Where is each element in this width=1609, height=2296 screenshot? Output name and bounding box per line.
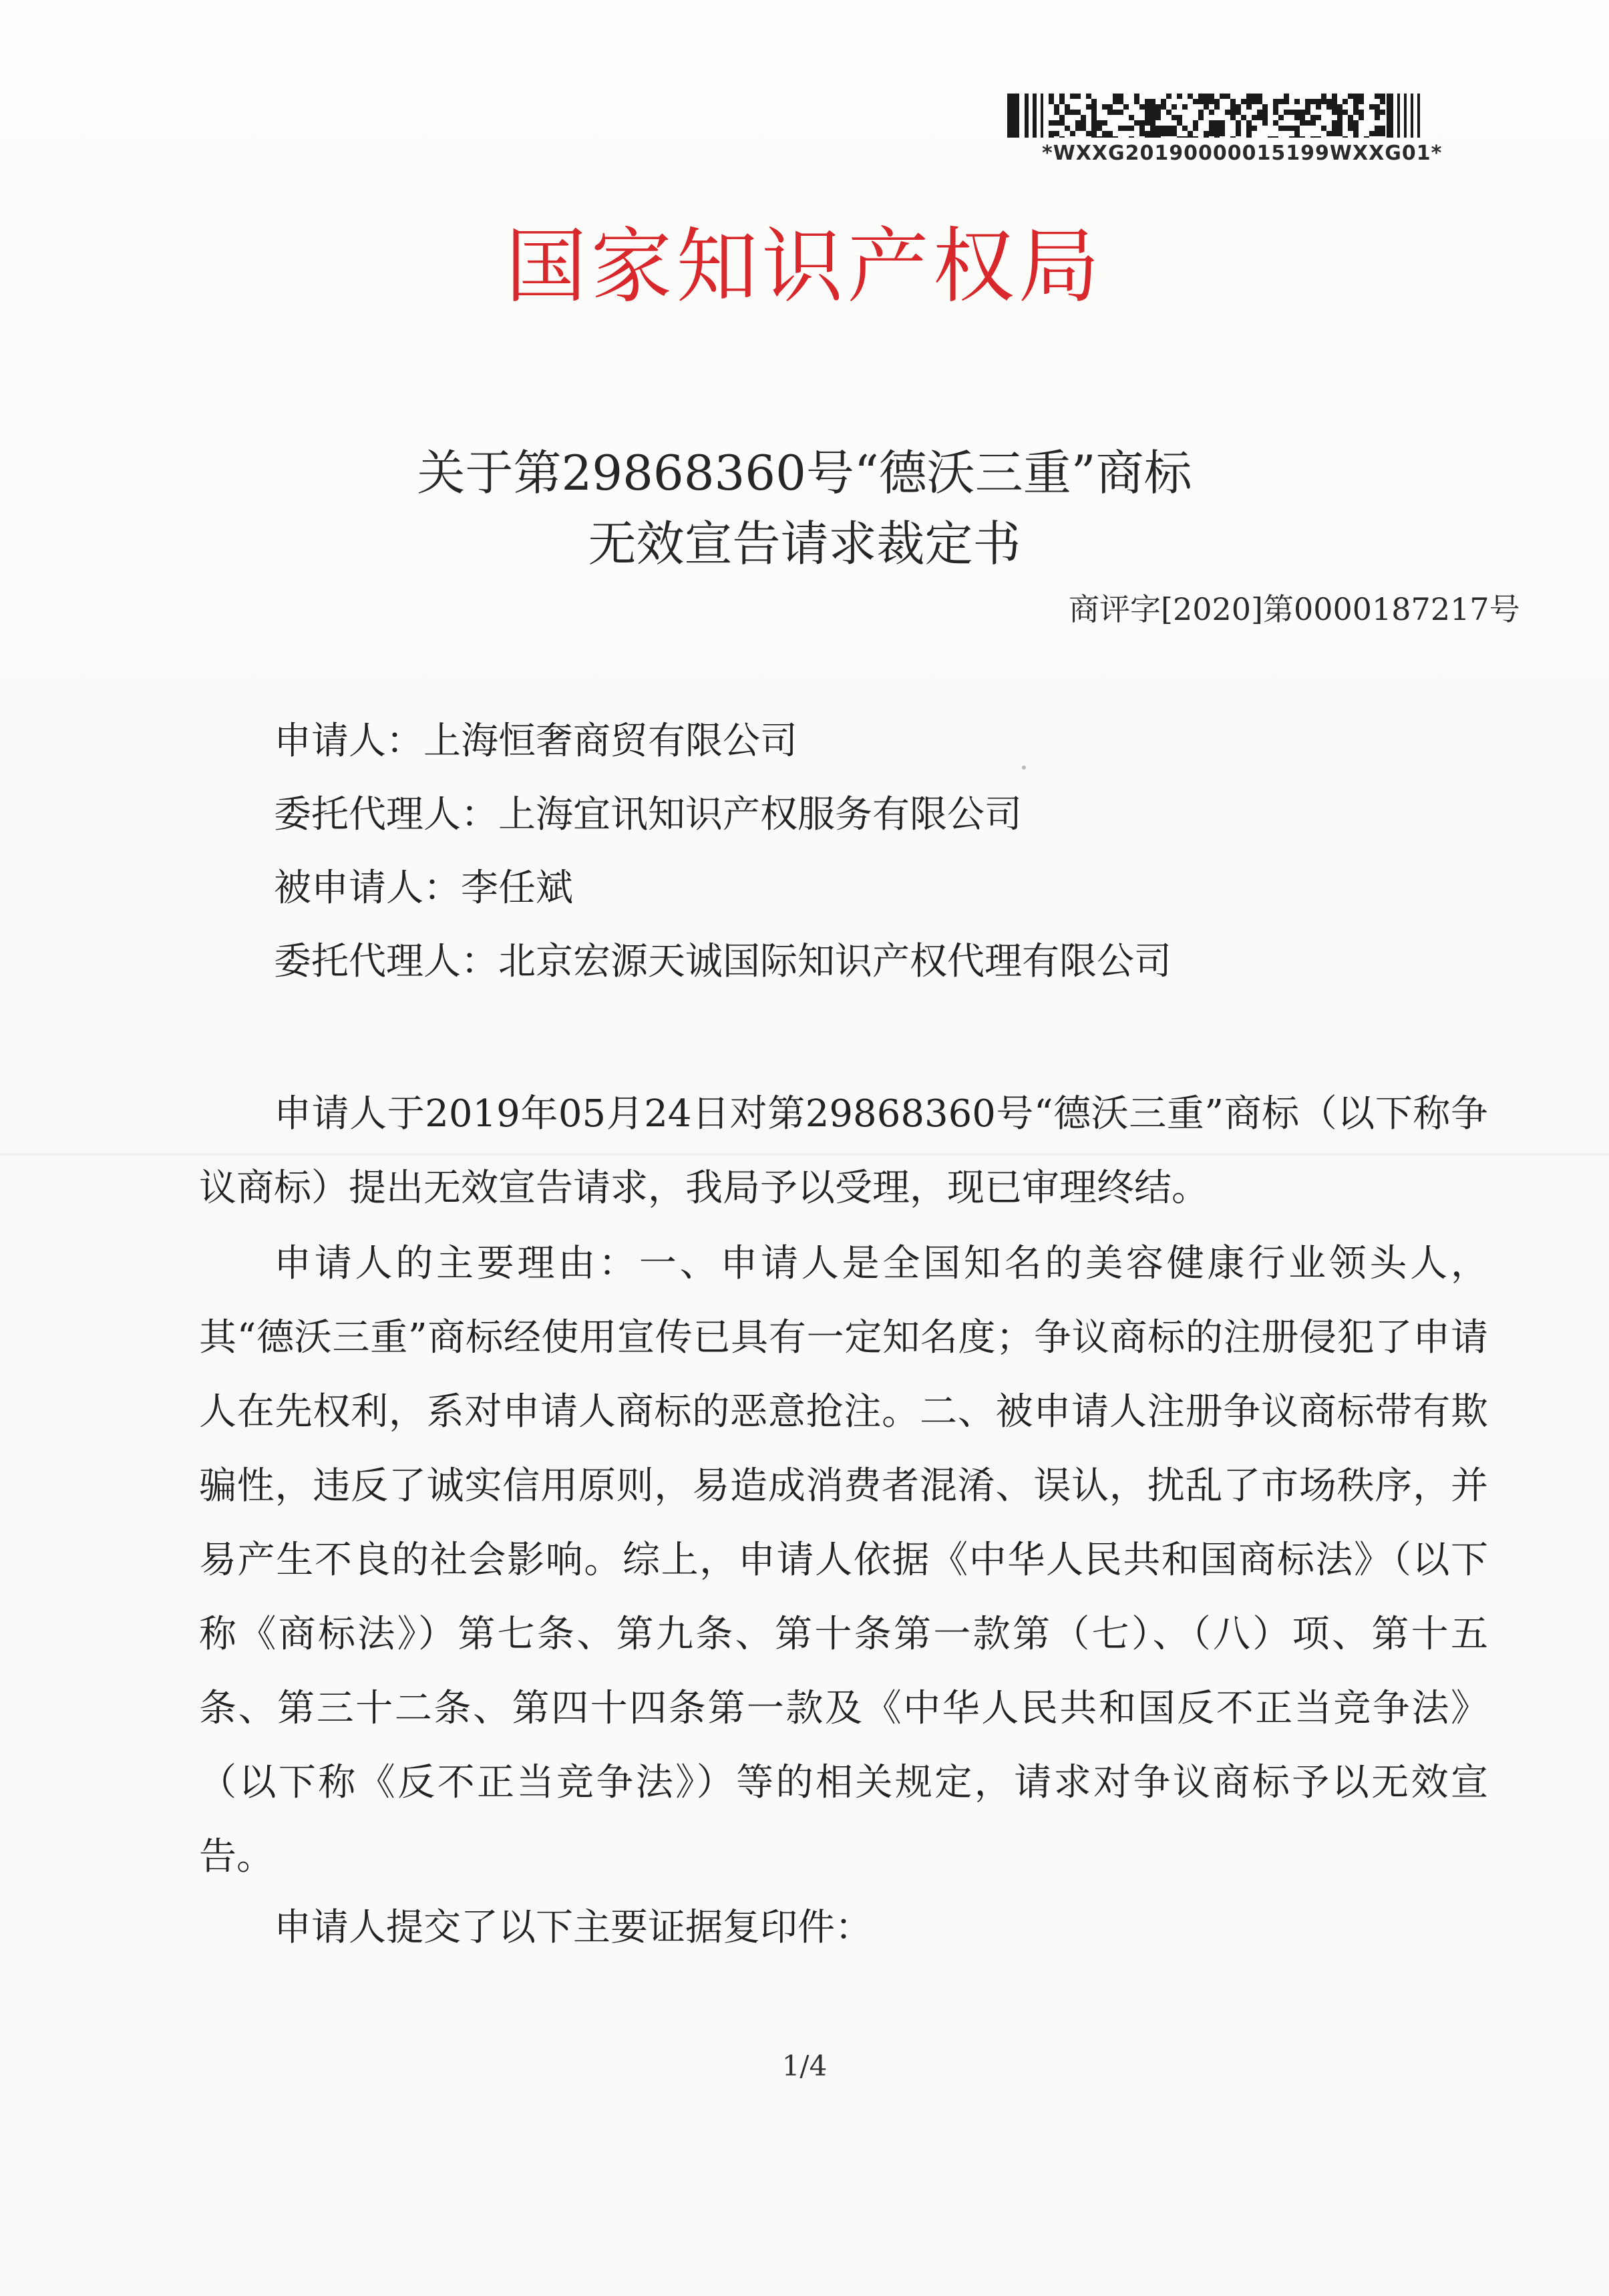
barcode-module [1353,104,1359,110]
barcode-module [1316,136,1321,138]
barcode-module [1273,110,1278,115]
barcode-module [1316,99,1321,104]
barcode-module [1161,99,1166,104]
barcode-module [1049,99,1054,104]
barcode-module [1332,126,1337,131]
barcode-module [1182,104,1188,110]
barcode-module [1273,99,1278,104]
barcode-module [1236,126,1241,131]
barcode-bar [1007,94,1019,138]
barcode-module [1353,131,1359,136]
paragraph-reasons [199,1226,1488,1894]
barcode-module [1321,94,1326,99]
barcode-module [1300,136,1305,138]
barcode-module [1289,126,1294,131]
barcode-module [1049,120,1054,126]
barcode-module [1252,99,1257,104]
barcode-module [1091,120,1097,126]
barcode-module [1172,104,1177,110]
barcode-module [1220,120,1225,126]
barcode-module [1209,126,1214,131]
barcode-module [1220,131,1225,136]
barcode-module [1209,120,1214,126]
barcode-module [1359,115,1364,120]
barcode-module [1097,136,1102,138]
barcode-module [1134,94,1139,99]
barcode-module [1252,94,1257,99]
barcode-module [1364,136,1369,138]
barcode-module [1049,94,1054,99]
barcode-graphic [1007,94,1421,138]
barcode-module [1332,99,1337,104]
barcode-module [1091,104,1097,110]
barcode-module [1150,104,1155,110]
barcode-module [1380,94,1385,99]
barcode-module [1075,110,1081,115]
barcode-module [1188,94,1193,99]
barcode-module [1182,126,1188,131]
barcode-module [1380,110,1385,115]
barcode-module [1236,131,1241,136]
barcode-module [1332,120,1337,126]
barcode-module [1102,136,1107,138]
barcode-module [1198,94,1204,99]
document-number: 商评字[2020]第0000187217号 [1069,591,1520,627]
barcode-module [1059,99,1065,104]
barcode-module [1155,104,1161,110]
barcode-module [1343,99,1348,104]
barcode-module [1375,126,1380,131]
barcode-module [1241,115,1246,120]
barcode-module [1097,126,1102,131]
barcode-module [1284,126,1289,131]
barcode-module [1310,115,1316,120]
barcode-module [1353,99,1359,104]
barcode-module [1091,136,1097,138]
barcode-module [1246,94,1252,99]
barcode-module [1257,115,1262,120]
barcode-module [1049,136,1054,138]
barcode-module [1059,136,1065,138]
barcode-module [1166,110,1172,115]
barcode-module [1262,115,1268,120]
barcode-module [1198,110,1204,115]
barcode-module [1145,115,1150,120]
barcode-module [1380,126,1385,131]
barcode-module [1113,94,1118,99]
barcode-module [1230,115,1236,120]
barcode-module [1145,104,1150,110]
barcode-module [1113,110,1118,115]
barcode-module [1321,126,1326,131]
barcode-module [1070,110,1075,115]
barcode-module [1054,104,1059,110]
barcode-module [1262,110,1268,115]
barcode-module [1230,99,1236,104]
barcode-module [1155,131,1161,136]
barcode-bar [1404,94,1407,138]
barcode-module [1252,126,1257,131]
barcode-module [1326,99,1332,104]
barcode-module [1118,94,1123,99]
barcode-module [1230,136,1236,138]
barcode-module [1310,120,1316,126]
barcode-module [1321,99,1326,104]
barcode-bar [1417,94,1420,138]
barcode-module [1107,110,1113,115]
barcode-module [1273,136,1278,138]
barcode-module [1353,126,1359,131]
barcode-module [1230,104,1236,110]
barcode-module [1134,99,1139,104]
barcode-module [1375,131,1380,136]
barcode-module [1097,120,1102,126]
barcode-module [1214,104,1220,110]
barcode-module [1204,136,1209,138]
barcode-module [1107,131,1113,136]
barcode-module [1177,120,1182,126]
barcode-module [1300,120,1305,126]
barcode-module [1086,131,1091,136]
barcode-module [1278,99,1284,104]
barcode-module [1177,115,1182,120]
barcode-module [1246,136,1252,138]
barcode-module [1145,136,1150,138]
document-title-line1: 关于第29868360号“德沃三重”商标 [417,445,1192,501]
barcode-module [1166,131,1172,136]
barcode-module [1177,94,1182,99]
barcode-module [1294,99,1300,104]
barcode-module [1380,99,1385,104]
barcode-module [1289,136,1294,138]
barcode-module [1214,126,1220,131]
barcode-module [1139,131,1145,136]
barcode-module [1359,110,1364,115]
barcode-module [1091,99,1097,104]
barcode-module [1102,120,1107,126]
barcode-bar [1387,94,1393,138]
barcode-module [1102,104,1107,110]
barcode-module [1348,94,1353,99]
barcode-module [1118,110,1123,115]
barcode-module [1086,94,1091,99]
barcode-module [1246,126,1252,131]
barcode-module [1081,115,1086,120]
barcode-module [1284,99,1289,104]
barcode-module [1081,120,1086,126]
barcode-module [1091,131,1097,136]
barcode-module [1155,136,1161,138]
barcode-bar [1025,94,1029,138]
barcode-module [1193,126,1198,131]
barcode-module [1188,136,1193,138]
barcode-module [1129,136,1134,138]
party-respondent: 被申请人：李任斌 [274,866,573,910]
barcode-module [1107,104,1113,110]
barcode-module [1177,136,1182,138]
barcode-module [1150,99,1155,104]
barcode-module [1236,110,1241,115]
barcode-module [1081,126,1086,131]
barcode-module [1102,131,1107,136]
barcode-module [1075,126,1081,131]
barcode-module [1145,99,1150,104]
barcode-module [1284,110,1289,115]
barcode-bar [1397,94,1400,138]
barcode-module [1182,136,1188,138]
barcode-module [1166,94,1172,99]
barcode-module [1343,110,1348,115]
barcode-module [1139,120,1145,126]
barcode-module [1310,99,1316,104]
barcode-module [1375,110,1380,115]
barcode-bar [1411,94,1413,138]
barcode-module [1375,94,1380,99]
barcode-bar [1041,94,1043,138]
barcode-module [1139,104,1145,110]
barcode-module [1150,120,1155,126]
barcode-module [1353,120,1359,126]
barcode-module [1209,99,1214,104]
barcode-module [1310,136,1316,138]
barcode-module [1166,126,1172,131]
barcode-module [1172,131,1177,136]
barcode-module [1204,131,1209,136]
barcode-module [1332,94,1337,99]
barcode-module [1300,115,1305,120]
barcode-module [1113,99,1118,104]
barcode-module [1214,131,1220,136]
barcode-module [1145,131,1150,136]
paragraph-text: 申请人提交了以下主要证据复印件： [274,1906,872,1949]
barcode-module [1273,104,1278,110]
barcode-module [1225,94,1230,99]
barcode-module [1278,115,1284,120]
barcode-module [1252,115,1257,120]
barcode-module [1209,94,1214,99]
barcode-module [1075,120,1081,126]
barcode-module [1375,104,1380,110]
barcode-module [1155,110,1161,115]
barcode-module [1220,126,1225,131]
barcode-module [1070,94,1075,99]
barcode-module [1193,99,1198,104]
barcode-module [1257,94,1262,99]
barcode-module [1209,110,1214,115]
barcode-module [1337,131,1343,136]
barcode-module [1150,110,1155,115]
barcode-module [1348,115,1353,120]
barcode-module [1332,104,1337,110]
barcode-module [1278,126,1284,131]
barcode-module [1369,104,1375,110]
barcode-module [1091,126,1097,131]
barcode-module [1332,131,1337,136]
barcode-module [1246,104,1252,110]
barcode-module [1273,120,1278,126]
barcode-module [1294,131,1300,136]
barcode-module [1204,99,1209,104]
barcode-module [1155,126,1161,131]
barcode-module [1380,131,1385,136]
barcode-module [1246,120,1252,126]
party-applicant: 申请人：上海恒奢商贸有限公司 [274,719,797,763]
barcode-module [1150,115,1155,120]
barcode-module [1054,120,1059,126]
barcode-module [1091,110,1097,115]
barcode-module [1353,94,1359,99]
barcode-module [1359,99,1364,104]
paragraph-text: 申请人于2019年05月24日对第29868360号“德沃三重”商标（以下称争议商标）提出无效宣告请求，我局予以受理，现已审理终结。 [199,1092,1488,1210]
barcode-module [1139,126,1145,131]
barcode-module [1065,110,1070,115]
barcode-module [1257,99,1262,104]
barcode-module [1326,131,1332,136]
barcode-module [1294,126,1300,131]
barcode-module [1337,126,1343,131]
barcode-module [1129,115,1134,120]
barcode-module [1305,110,1310,115]
barcode-module [1059,115,1065,120]
barcode-module [1337,115,1343,120]
barcode-module [1054,110,1059,115]
barcode-module [1316,115,1321,120]
barcode-module [1155,115,1161,120]
barcode-module [1204,104,1209,110]
barcode-module [1300,110,1305,115]
page-number: 1/4 [781,2049,828,2082]
barcode-module [1075,94,1081,99]
barcode-module [1353,110,1359,115]
barcode-module [1294,136,1300,138]
paragraph-request [199,1077,1488,1225]
barcode-module [1262,104,1268,110]
barcode-module [1236,104,1241,110]
barcode-module [1348,120,1353,126]
barcode-module [1134,120,1139,126]
barcode-module [1337,110,1343,115]
barcode-module [1348,126,1353,131]
barcode-module [1065,126,1070,131]
barcode-module [1257,110,1262,115]
barcode-module [1337,104,1343,110]
barcode-module [1107,136,1113,138]
barcode-module [1246,99,1252,104]
barcode-module [1294,115,1300,120]
barcode-module [1118,126,1123,131]
barcode-module [1225,110,1230,115]
barcode-module [1123,104,1129,110]
barcode-module [1289,110,1294,115]
barcode-module [1198,99,1204,104]
barcode-module [1049,131,1054,136]
party-respondent-agent: 委托代理人：北京宏源天诚国际知识产权代理有限公司 [274,940,1172,983]
barcode-bar [1033,94,1037,138]
barcode-module [1129,126,1134,131]
barcode-module [1145,120,1150,126]
barcode-module [1161,126,1166,131]
barcode-module [1262,120,1268,126]
barcode-module [1246,131,1252,136]
barcode-module [1316,104,1321,110]
barcode-module [1343,136,1348,138]
paragraph-text: 申请人的主要理由：一、申请人是全国知名的美容健康行业领头人，其“德沃三重”商标经使用宣传已具有一定知名度；争议商标的注册侵犯了申请人在先权利，系对申请人商标的恶意抢注。二、被申请人注册争议商标带有欺骗性，违反了诚实信用原则，易造成消费者混淆、误认，扰乱了市场秩序，并易产生不良的社会影响。综上，申请人依据《中华人民共和国商标法》（以下称《商标法》）第七条、第九条、第十条第一款第（七）、（八）项、第十五条、第三十二条、第四十四条第一款及《中华人民共和国反不正当竞争法》（以下称《反不正当竞争法》）等的相关规定，请求对争议商标予以无效宣告。 [199,1242,1488,1878]
barcode-module [1188,131,1193,136]
barcode-module [1230,110,1236,115]
barcode-module [1359,94,1364,99]
barcode-module [1172,126,1177,131]
paragraph-evidence [199,1891,1488,1965]
barcode-module [1305,104,1310,110]
barcode-module [1150,126,1155,131]
barcode-module [1294,110,1300,115]
barcode-module [1332,110,1337,115]
barcode-module [1209,131,1214,136]
barcode-module [1198,115,1204,120]
barcode-module [1305,99,1310,104]
barcode-module [1091,115,1097,120]
barcode-module [1123,126,1129,131]
barcode-module [1369,131,1375,136]
agency-header: 国家知识产权局 [505,219,1104,314]
barcode-module [1113,136,1118,138]
barcode-module [1337,120,1343,126]
barcode-module [1145,110,1150,115]
barcode-module [1204,94,1209,99]
barcode-module [1161,131,1166,136]
barcode [1007,94,1421,138]
barcode-module [1059,94,1065,99]
barcode-module [1150,131,1155,136]
barcode-module [1214,99,1220,104]
barcode-module [1220,94,1225,99]
barcode-module [1305,120,1310,126]
barcode-number: *WXXG20190000015199WXXG01* [1042,142,1443,165]
scan-speck [1022,766,1026,770]
barcode-module [1161,104,1166,110]
barcode-module [1326,104,1332,110]
barcode-module [1236,120,1241,126]
barcode-module [1070,131,1075,136]
barcode-module [1150,136,1155,138]
barcode-module [1054,131,1059,136]
barcode-module [1214,136,1220,138]
document-title-line2: 无效宣告请求裁定书 [588,516,1021,572]
barcode-module [1059,120,1065,126]
barcode-module [1086,104,1091,110]
barcode-module [1284,94,1289,99]
barcode-module [1193,120,1198,126]
barcode-module [1118,99,1123,104]
barcode-module [1268,136,1273,138]
barcode-module [1214,120,1220,126]
barcode-module [1375,115,1380,120]
barcode-module [1172,115,1177,120]
party-applicant-agent: 委托代理人：上海宜讯知识产权服务有限公司 [274,793,1022,836]
barcode-module [1241,99,1246,104]
barcode-module [1193,136,1198,138]
barcode-module [1353,136,1359,138]
barcode-module [1065,104,1070,110]
